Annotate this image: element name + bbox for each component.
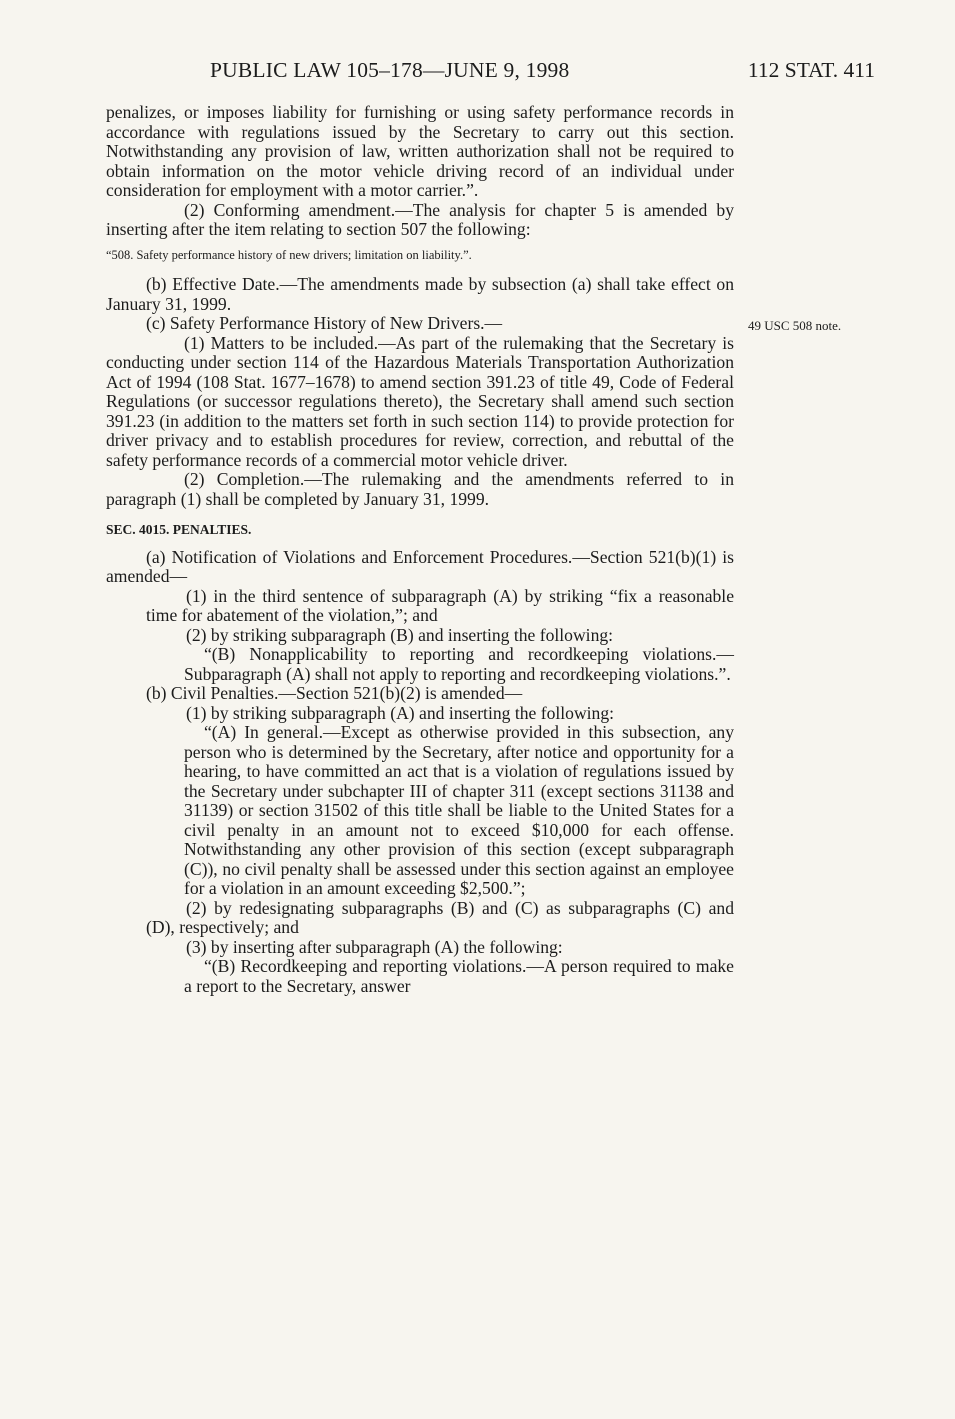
paragraph: (a) Notification of Violations and Enforcement Procedures.—Section 521(b)(1) is amended— <box>106 546 734 586</box>
quoted-paragraph: “(A) In general.—Except as otherwise provided in this subsection, any person who is determined by the Secretary, after notice and opportunity for a hearing, to have committed an act that is a violation of regulations issued by the Secretary under subchapter III of chapter 311 (except sections 31138 and 31139) or section 31502 of this title shall be liable to the United States for a civil penalty in an amount not to exceed $10,000 for each offense. Notwithstanding any other provision of this section (except subparagraph (C)), no civil penalty shall be assessed under this section against an employee for a violation in an amount exceeding $2,500.”; <box>184 722 734 898</box>
quoted-paragraph: “(B) Nonapplicability to reporting and recordkeeping violations.—Subparagraph (A) shall not apply to reporting and recordkeeping violations.”. <box>184 644 734 684</box>
quoted-paragraph: “(B) Recordkeeping and reporting violations.—A person required to make a report to the Secretary, answer <box>184 956 734 996</box>
paragraph: (2) by striking subparagraph (B) and inserting the following: <box>186 624 614 645</box>
margin-note: 49 USC 508 note. <box>748 318 842 333</box>
paragraph: (b) Civil Penalties.—Section 521(b)(2) is amended— <box>146 683 523 703</box>
paragraph: (1) by striking subparagraph (A) and inserting the following: <box>186 702 615 723</box>
paragraph: (1) in the third sentence of subparagraph (A) by striking “fix a reasonable time for abatement of the violation,”; and <box>146 585 734 625</box>
paragraph: penalizes, or imposes liability for furnishing or using safety performance records in accordance with regulations issued by the Secretary to carry out this section. Notwithstanding any provision of law, written authorization shall not be required to obtain information on the motor vehicle driving record of an individual under consideration for employment with a motor carrier.”. <box>106 102 734 200</box>
body-text <box>106 103 734 996</box>
header-stat-citation: 112 STAT. 411 <box>747 58 875 82</box>
paragraph: (3) by inserting after subparagraph (A) the following: <box>186 936 563 957</box>
analysis-item: “508. Safety performance history of new drivers; limitation on liability.”. <box>106 247 472 262</box>
paragraph: (b) Effective Date.—The amendments made by subsection (a) shall take effect on January 31, 1999. <box>106 274 734 314</box>
header-title: PUBLIC LAW 105–178—JUNE 9, 1998 <box>210 58 570 82</box>
paragraph: (2) by redesignating subparagraphs (B) and (C) as subparagraphs (C) and (D), respectively; and <box>146 897 734 937</box>
page-header <box>210 58 875 88</box>
paragraph: (2) Conforming amendment.—The analysis for chapter 5 is amended by inserting after the item relating to section 507 the following: <box>106 199 734 239</box>
paragraph: (2) Completion.—The rulemaking and the amendments referred to in paragraph (1) shall be completed by January 31, 1999. <box>106 469 734 509</box>
subsection-heading: (c) Safety Performance History of New Drivers.— <box>146 313 503 333</box>
section-heading: SEC. 4015. PENALTIES. <box>106 522 252 537</box>
paragraph: (1) Matters to be included.—As part of the rulemaking that the Secretary is conducting under section 114 of the Hazardous Materials Transportation Authorization Act of 1994 (108 Stat. 1677–1678) to amend section 391.23 of title 49, Code of Federal Regulations (or successor regulations thereto), the Secretary shall amend such section 391.23 (in addition to the matters set forth in such section 114) to provide protection for driver privacy and to establish procedures for review, correction, and rebuttal of the safety performance records of a commercial motor vehicle driver. <box>106 332 734 470</box>
